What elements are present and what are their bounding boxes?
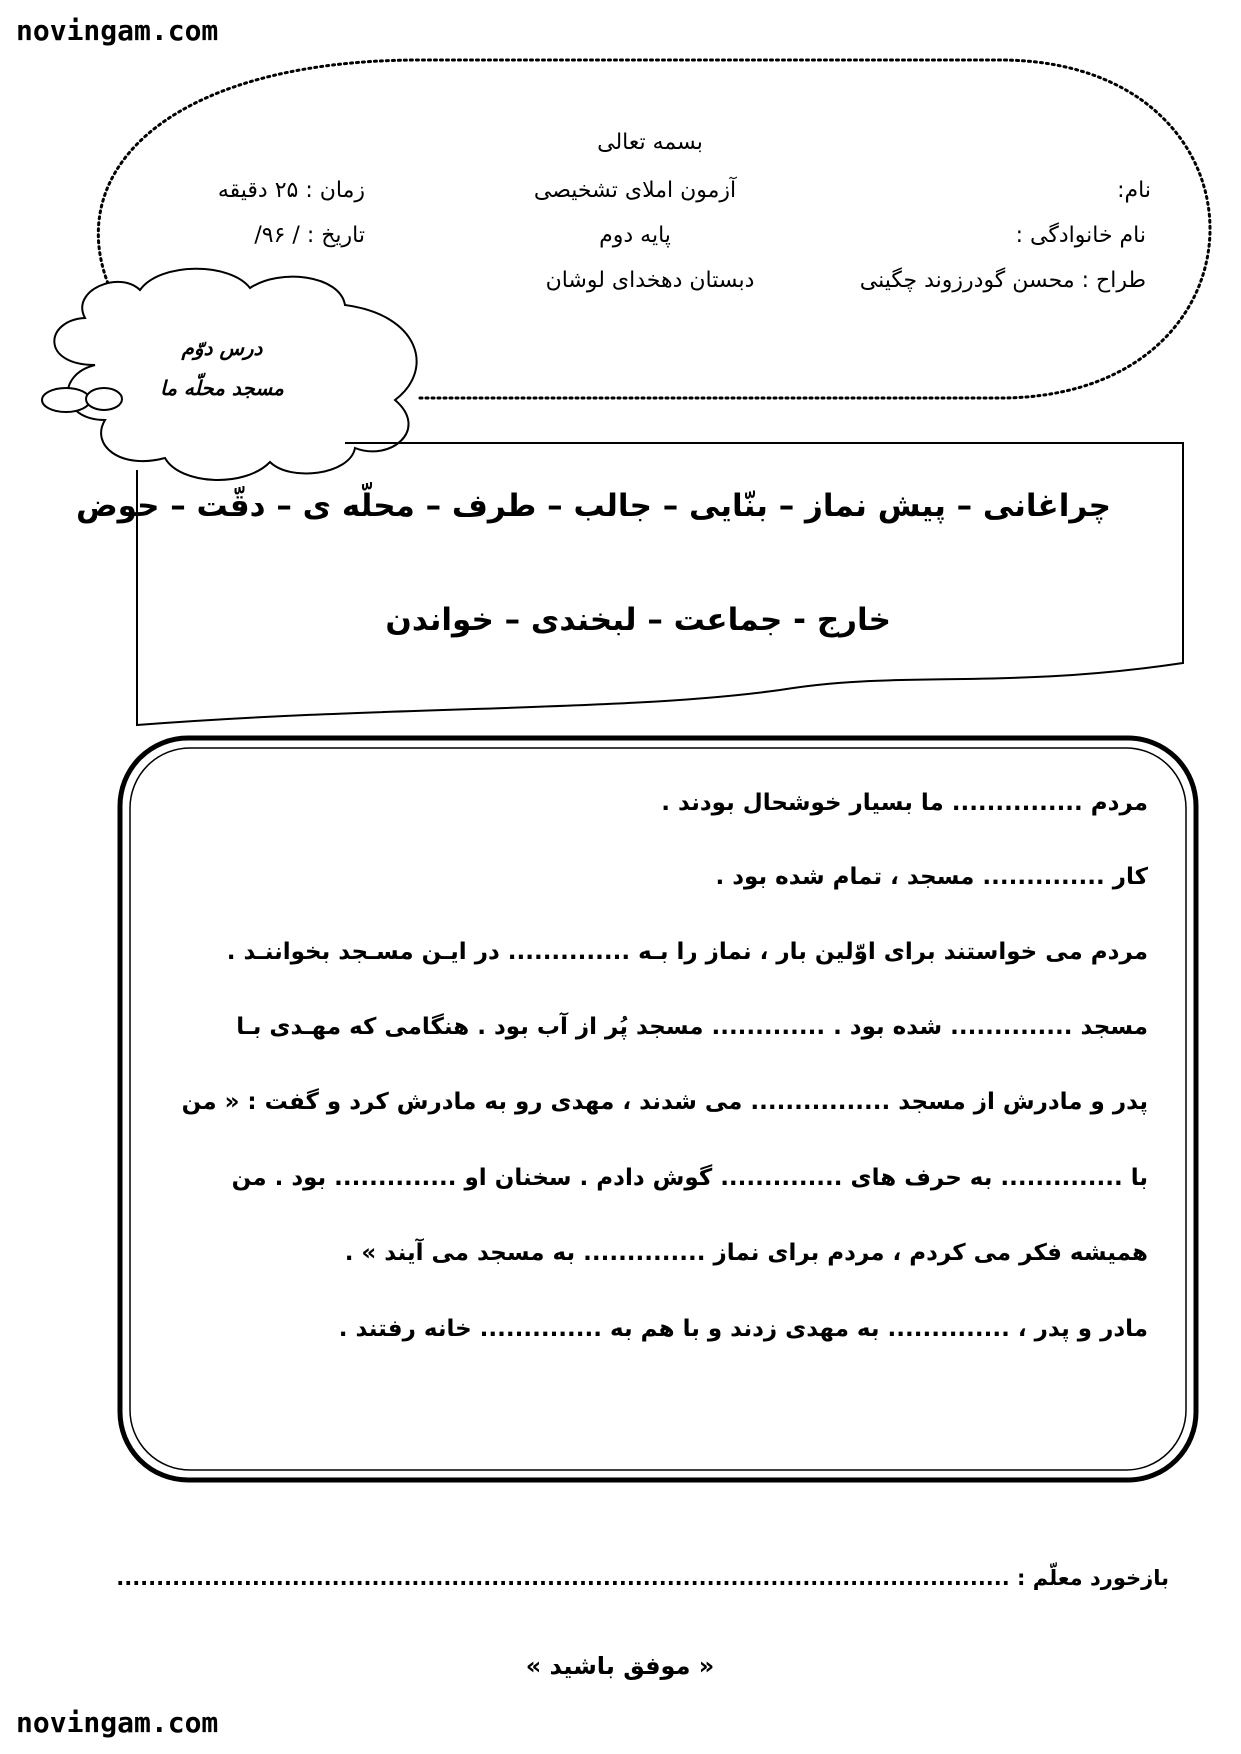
dictation-line-2: کار .............. مسجد ، تمام شده بود . <box>715 864 1148 890</box>
exam-time: زمان : ۲۵ دقیقه <box>217 178 365 203</box>
site-watermark-bottom: novingam.com <box>16 1706 219 1739</box>
teacher-feedback-label: بازخورد معلّم : <box>1017 1566 1169 1590</box>
teacher-feedback <box>116 1566 1169 1590</box>
dictation-line-1: مردم ............... ما بسیار خوشحال بودند . <box>661 790 1148 816</box>
bismillah: بسمه تعالی <box>597 130 703 155</box>
name-label: نام: <box>1117 178 1151 203</box>
word-box-frame <box>137 443 1183 725</box>
word-list-line-2: خارج - جماعت – لبخندی – خواندن <box>385 602 891 638</box>
dictation-line-7: همیشه فکر می کردم ، مردم برای نماز .............. به مسجد می آیند » . <box>344 1240 1148 1266</box>
dictation-line-3: مردم می خواستند برای اوّلین بار ، نماز را بـه .............. در ایـن مسـجد بخواننـد . <box>226 939 1148 965</box>
lesson-cloud <box>54 269 416 480</box>
school-name: دبستان دهخدای لوشان <box>545 268 755 293</box>
word-list-line-1: چراغانی – پیش نماز – بنّایی – جالب – طرف – محلّه ی – دقّت – حوض <box>75 488 1111 524</box>
lesson-subtitle: مسجد محلّه ما <box>160 376 284 400</box>
dictation-line-5: پدر و مادرش از مسجد ................ می شدند ، مهدی رو به مادرش کرد و گفت : « من <box>181 1089 1148 1115</box>
cloud-bubble-large <box>42 388 90 412</box>
teacher-feedback-dots: ................................................................................................................ <box>116 1566 1010 1590</box>
cloud-bubble-small <box>86 388 122 410</box>
family-name-label: نام خانوادگی : <box>1015 223 1146 248</box>
closing-message: « موفق باشید » <box>525 1652 715 1680</box>
dictation-line-8: مادر و پدر ، .............. به مهدی زدند و با هم به .............. خانه رفتند . <box>338 1316 1148 1342</box>
exam-title: آزمون املای تشخیصی <box>533 178 737 203</box>
dictation-line-4: مسجد .............. شده بود . ............. مسجد پُر از آب بود . هنگامی که مهـدی بـا <box>236 1014 1148 1040</box>
grade-label: پایه دوم <box>599 223 671 248</box>
exam-date: تاریخ : / ۹۶/ <box>254 223 365 248</box>
designer-credit: طراح : محسن گودرزوند چگینی <box>859 268 1146 293</box>
dictation-line-6: با .............. به حرف های .............. گوش دادم . سخنان او .............. بود . من <box>231 1165 1148 1191</box>
lesson-title: درس دوّم <box>181 336 263 360</box>
site-watermark-top: novingam.com <box>16 14 219 47</box>
